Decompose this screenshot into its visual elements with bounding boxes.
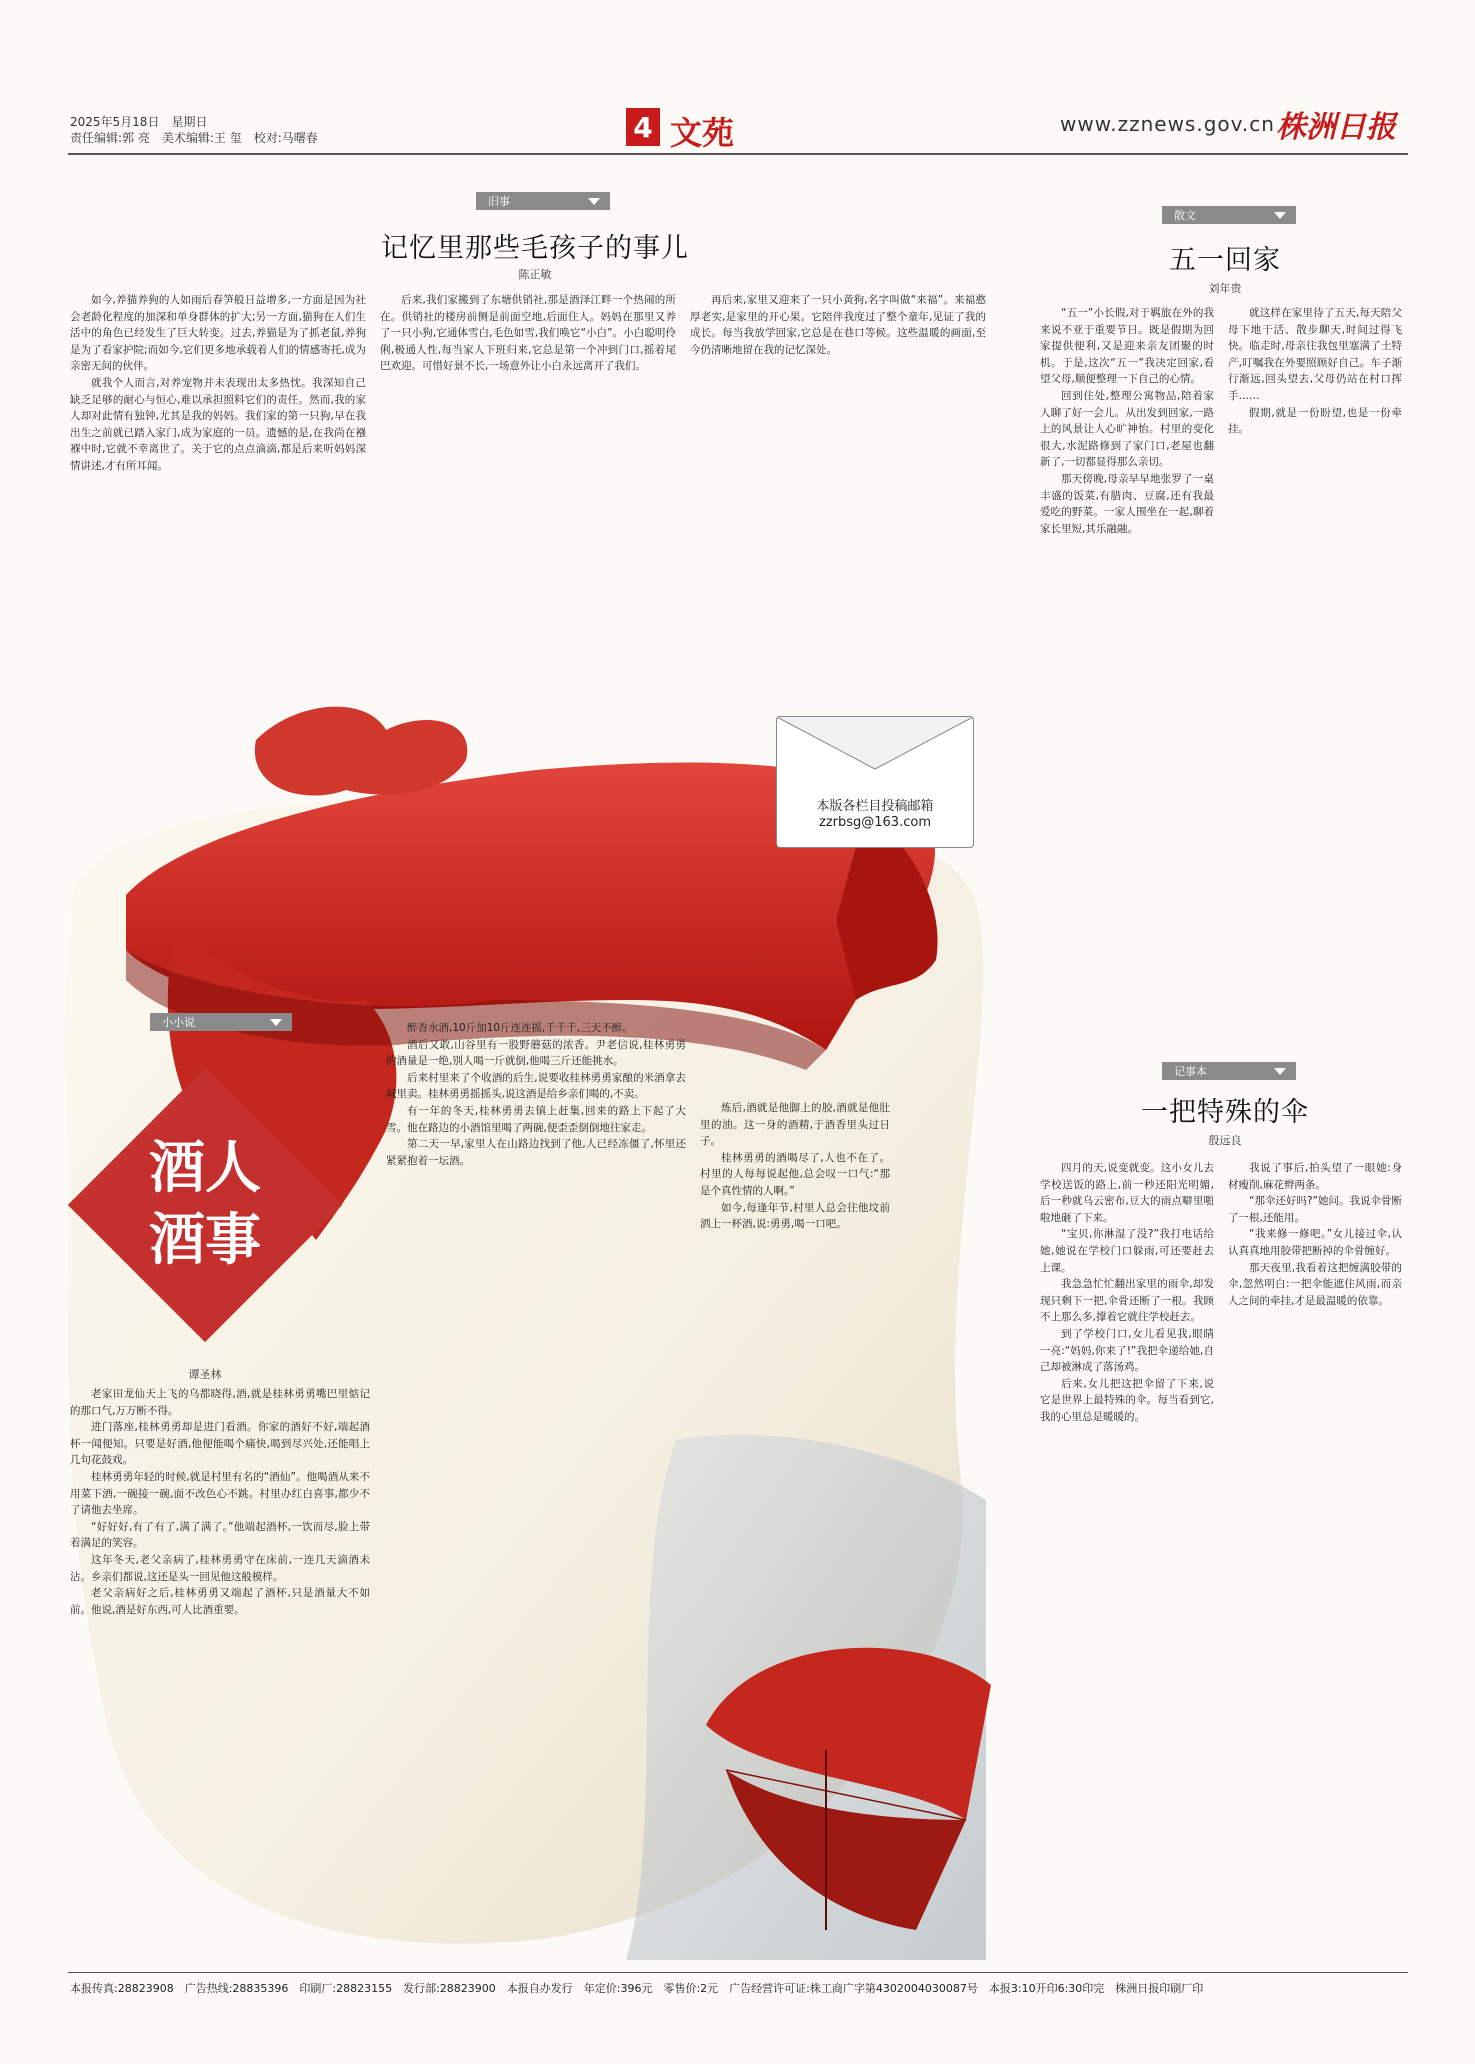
article-author: 谭圣林: [188, 1368, 222, 1381]
title-diamond: [70, 1070, 340, 1340]
paragraph: “我来修一修吧。”女儿接过伞,认认真真地用胶带把断掉的伞骨缠好。: [1228, 1228, 1402, 1257]
date-line: 2025年5月18日 星期日: [70, 115, 208, 129]
footer-info: 本报传真:28823908 广告热线:28835396 印刷厂:28823155 发行部:28823900 本报自办发行 年定价:396元 零售价:2元 广告经营许可证:株工商广字第4302004030087号 本报3:10开印6:30印完 株洲日报印刷厂印: [70, 1982, 1204, 1995]
article-column: [70, 1386, 370, 1946]
red-cloth-knot: [255, 707, 467, 796]
paragraph: 第二天一早,家里人在山路边找到了他,人已经冻僵了,怀里还紧紧抱着一坛酒。: [386, 1138, 686, 1167]
paragraph: 那天夜里,我看着这把缠满胶带的伞,忽然明白:一把伞能遮住风雨,而亲人之间的牵挂,才是最温暖的依靠。: [1228, 1261, 1402, 1307]
paragraph: 酒后又敢,山谷里有一股野蘑菇的浓香。尹老信说,桂林勇勇的酒量是一绝,别人喝一斤就倒,他喝三斤还能挑水。: [386, 1038, 686, 1068]
article-author: 陈正敏: [518, 268, 552, 281]
article-author: 殷远良: [1208, 1134, 1242, 1147]
paragraph: 后来,女儿把这把伞留了下来,说它是世界上最特殊的伞。每当看到它,我的心里总是暖暖的。: [1040, 1377, 1214, 1423]
chevron-down-icon: [1274, 212, 1286, 219]
article-column: [1040, 305, 1214, 1041]
paragraph: 这年冬天,老父亲病了,桂林勇勇守在床前,一连几天滴酒未沾。乡亲们都说,这还是头一回见他这般模样。: [70, 1553, 370, 1583]
paragraph: 桂林勇勇年轻的时候,就是村里有名的“酒仙”。他喝酒从来不用菜下酒,一碗接一碗,面不改色心不跳。村里办红白喜事,都少不了请他去坐席。: [70, 1470, 370, 1517]
article-title: 一把特殊的伞: [1141, 1097, 1309, 1128]
chevron-down-icon: [588, 198, 600, 205]
paragraph: 再后来,家里又迎来了一只小黄狗,名字叫做“来福”。来福憨厚老实,是家里的开心果。它陪伴我度过了整个童年,见证了我的成长。每当我放学回家,它总是在巷口等候。这些温暖的画面,至今仍清晰地留在我的记忆深处。: [690, 294, 986, 356]
paragraph: 如今,养猫养狗的人如雨后春笋般日益增多,一方面是因为社会老龄化程度的加深和单身群体的扩大;另一方面,猫狗在人们生活中的角色已经发生了巨大转变。过去,养猫是为了抓老鼠,养狗是为了看家护院;而如今,它们更多地承载着人们的情感寄托,成为亲密无间的伙伴。: [70, 294, 366, 373]
paragraph: “那伞还好吗?”她问。我说伞骨断了一根,还能用。: [1228, 1195, 1402, 1224]
tag-a3: [150, 1013, 292, 1031]
paragraph: 老父亲病好之后,桂林勇勇又端起了酒杯,只是酒量大不如前。他说,酒是好东西,可人比酒重要。: [70, 1587, 370, 1616]
paragraph: 四月的天,说变就变。这小女儿去学校送饭的路上,前一秒还阳光明媚,后一秒就乌云密布,豆大的雨点噼里啪啦地砸了下来。: [1040, 1162, 1214, 1224]
article-column: [70, 292, 366, 700]
paragraph: 我急急忙忙翻出家里的雨伞,却发现只剩下一把,伞骨还断了一根。我顾不上那么多,撑着它就往学校赶去。: [1040, 1278, 1214, 1324]
paragraph: 桂林勇勇的酒喝尽了,人也不在了。村里的人每每说起他,总会叹一口气:“那是个真性情的人啊。”: [700, 1151, 890, 1197]
paragraph: “五一”小长假,对于羁旅在外的我来说不亚于重要节日。既是假期为回家提供便利,又是迎来亲友团聚的时机。于是,这次“五一”我决定回家,看望父母,顺便整理一下自己的心情。: [1040, 307, 1214, 386]
paragraph: 回到住处,整理公寓物品,陪着家人聊了好一会儿。从出发到回家,一路上的风景让人心旷神怡。村里的变化很大,水泥路修到了家门口,老屋也翻新了,一切都显得那么亲切。: [1040, 389, 1214, 469]
section-name: 文苑: [670, 114, 735, 152]
submission-mailbox: [776, 716, 974, 848]
tag-a1: [476, 192, 610, 210]
article-column: [1040, 1160, 1214, 1940]
paragraph: 就这样在家里待了五天,每天陪父母下地干活、散步聊天,时间过得飞快。临走时,母亲往我包里塞满了土特产,叮嘱我在外要照顾好自己。车子渐行渐远,回头望去,父母仍站在村口挥手……: [1228, 307, 1402, 402]
tag-a4: [1162, 1062, 1296, 1080]
mailbox-email[interactable]: zzrbsg@163.com: [819, 815, 931, 830]
paragraph: 炼后,酒就是他脚上的胶,酒就是他肚里的油。这一身的酒精,于酒香里头过日子。: [700, 1102, 890, 1148]
title-line: 酒人: [149, 1135, 261, 1201]
newspaper-logo: 株洲日报: [1276, 110, 1396, 145]
article-column: [380, 292, 676, 700]
article-title: 五一回家: [1169, 245, 1281, 276]
header-rule: [68, 153, 1408, 155]
tag-a3-label: 小小说: [162, 1016, 195, 1029]
footer-rule: [68, 1972, 1408, 1973]
paragraph: “好好好,有了有了,满了满了。”他端起酒杯,一饮而尽,脸上带着满足的笑容。: [70, 1520, 370, 1550]
tag-a1-label: 旧事: [488, 195, 510, 208]
article-title: 记忆里那些毛孩子的事儿: [381, 233, 689, 264]
tag-a2-label: 散文: [1174, 209, 1196, 222]
article-column: [690, 292, 986, 700]
paragraph: 我说了事后,拍头望了一眼她:身材瘦削,麻花辫两条。: [1228, 1162, 1402, 1191]
editors-line: 责任编辑:郭 亮 美术编辑:王 玺 校对:马曙春: [70, 131, 318, 145]
paragraph: 假期,就是一份盼望,也是一份牵挂。: [1228, 406, 1402, 436]
chevron-down-icon: [1274, 1068, 1286, 1075]
paragraph: 如今,每逢年节,村里人总会往他坟前洒上一杯酒,说:勇勇,喝一口吧。: [700, 1201, 890, 1231]
article-column: [1228, 1160, 1402, 1940]
article-column: [1228, 305, 1402, 1041]
paragraph: 后来村里来了个收酒的后生,说要收桂林勇勇家酿的米酒拿去城里卖。桂林勇勇摇摇头,说这酒是给乡亲们喝的,不卖。: [386, 1071, 686, 1101]
paragraph: “宝贝,你淋湿了没?”我打电话给她,她说在学校门口躲雨,可还要赶去上课。: [1040, 1228, 1214, 1274]
mailbox-label: 本版各栏目投稿邮箱: [816, 799, 934, 814]
title-line: 酒事: [149, 1207, 261, 1273]
website-link[interactable]: www.zznews.gov.cn: [1060, 112, 1275, 136]
article-column: [386, 1020, 686, 1940]
tag-a4-label: 记事本: [1174, 1065, 1207, 1078]
article-author: 刘年贵: [1208, 282, 1242, 295]
chevron-down-icon: [270, 1019, 282, 1026]
paragraph: 进门落座,桂林勇勇却是进门看酒。你家的酒好不好,端起酒杯一闻便知。只要是好酒,他便能喝个痛快,喝到尽兴处,还能唱上几句花鼓戏。: [70, 1421, 370, 1467]
article-title-block: [70, 1132, 340, 1276]
paragraph: 后来,我们家搬到了东塘供销社,那是酒泽江畔一个热闹的所在。供销社的楼房前侧是前面空地,后面住人。妈妈在那里又养了一只小狗,它通体雪白,毛色如雪,我们唤它“小白”。小白聪明伶俐,极通人性,每当家人下班归来,它总是第一个冲到门口,摇着尾巴欢迎。可惜好景不长,一场意外让小白永远离开了我们。: [380, 294, 676, 373]
article-column: [700, 1100, 890, 1600]
tag-a2: [1162, 206, 1296, 224]
paragraph: 有一年的冬天,桂林勇勇去镇上赶集,回来的路上下起了大雪。他在路边的小酒馆里喝了两碗,便歪歪倒倒地往家走。: [386, 1104, 686, 1134]
paragraph: 那天傍晚,母亲早早地张罗了一桌丰盛的饭菜,有腊肉、豆腐,还有我最爱吃的野菜。一家人围坐在一起,聊着家长里短,其乐融融。: [1040, 472, 1214, 535]
paragraph: 就我个人而言,对养宠物并未表现出太多热忱。我深知自己缺乏足够的耐心与恒心,难以承担照料它们的责任。然而,我的家人却对此情有独钟,尤其是我的妈妈。我们家的第一只狗,早在我出生之前就已踏入家门,成为家庭的一员。遗憾的是,在我尚在襁褓中时,它就不幸离世了。关于它的点点滴滴,都是后来听妈妈深情讲述,才有所耳闻。: [70, 376, 366, 472]
page-number: 4: [626, 108, 660, 146]
paragraph: 醉香水酒,10斤加10斤连连摇,千千千,三天不醉。: [407, 1022, 633, 1034]
paragraph: 老家田龙仙天上飞的乌都晓得,酒,就是桂林勇勇嘴巴里惦记的那口气,万万断不得。: [70, 1388, 370, 1417]
paragraph: 到了学校门口,女儿看见我,眼睛一亮:“妈妈,你来了!”我把伞递给她,自己却被淋成了落汤鸡。: [1040, 1327, 1214, 1374]
